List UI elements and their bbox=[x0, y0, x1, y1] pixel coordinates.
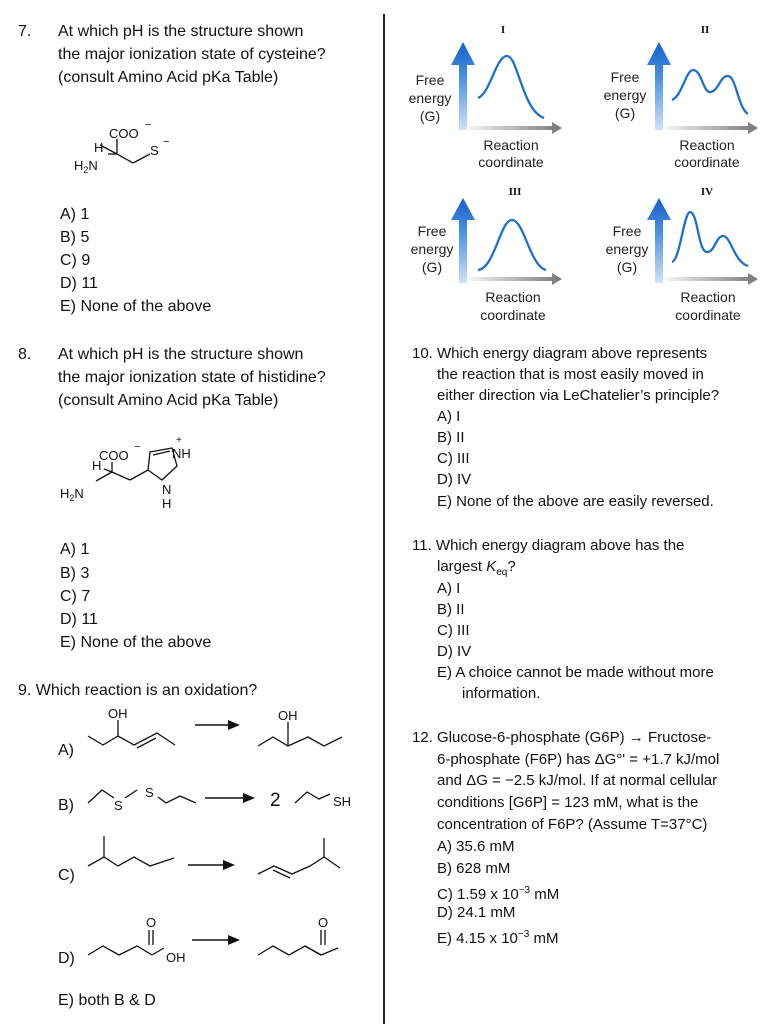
cys-s-charge: − bbox=[163, 136, 170, 148]
diagram-3-curve bbox=[478, 220, 546, 270]
diagram-3-y-arrow bbox=[451, 198, 475, 283]
q9d-oh: OH bbox=[166, 950, 186, 965]
q9-label-b: B) bbox=[58, 797, 74, 814]
diagram-3-ylabel-1: Free bbox=[417, 223, 447, 239]
q11-choice-b: B) II bbox=[437, 601, 465, 618]
diagram-4-curve bbox=[672, 212, 748, 266]
q9-choice-e: E) both B & D bbox=[58, 992, 156, 1009]
q8-choice-d: D) 11 bbox=[60, 611, 98, 628]
q7-choice-e: E) None of the above bbox=[60, 298, 212, 315]
q10-line-1: 10. Which energy diagram above represents bbox=[412, 345, 708, 362]
diagram-2-y-arrow bbox=[647, 42, 671, 130]
diagram-4-ylabel-2: energy bbox=[605, 241, 649, 257]
diagram-1-xlabel-2: coordinate bbox=[478, 154, 544, 170]
q11-choice-e-cont: information. bbox=[462, 685, 541, 702]
q9-stem: 9. Which reaction is an oxidation? bbox=[18, 682, 258, 699]
q9d-o-left: O bbox=[146, 915, 157, 930]
his-nh-h-label: H bbox=[162, 496, 172, 511]
q12-line-1: 12. Glucose-6-phosphate (G6P) → Fructose- bbox=[412, 729, 712, 746]
q10-line-2: the reaction that is most easily moved in bbox=[437, 366, 704, 383]
diagram-2-ylabel-3: (G) bbox=[614, 105, 636, 121]
diagram-2 bbox=[604, 24, 758, 170]
diagram-4-x-arrow bbox=[665, 273, 758, 285]
q7-choice-d: D) 11 bbox=[60, 275, 98, 292]
q10-choice-e: E) None of the above are easily reversed. bbox=[437, 493, 714, 510]
his-h-label: H bbox=[92, 458, 102, 473]
q7-line-2: the major ionization state of cysteine? bbox=[58, 46, 326, 63]
q12-c-exponent: −3 bbox=[518, 885, 531, 896]
q12-choice-a: A) 35.6 mM bbox=[437, 838, 515, 855]
diagram-3 bbox=[411, 186, 562, 323]
q12-choice-d: D) 24.1 mM bbox=[437, 904, 516, 921]
diagram-2-ylabel-2: energy bbox=[603, 87, 647, 103]
q11-choice-d: D) IV bbox=[437, 643, 472, 660]
diagram-1-ylabel-3: (G) bbox=[419, 108, 441, 124]
q12-choice-b: B) 628 mM bbox=[437, 860, 511, 877]
q8-line-3: (consult Amino Acid pKa Table) bbox=[58, 392, 279, 409]
q7-choice-c: C) 9 bbox=[60, 252, 91, 269]
q7-choice-a: A) 1 bbox=[60, 206, 90, 223]
diagram-2-numeral: II bbox=[700, 24, 710, 36]
q9b-coefficient: 2 bbox=[270, 790, 281, 811]
q11-k-symbol: K bbox=[486, 558, 497, 575]
his-plus-charge: + bbox=[176, 435, 182, 446]
q9b-sh: SH bbox=[333, 794, 352, 809]
q9b-s-right: S bbox=[145, 785, 154, 800]
diagram-1-curve bbox=[478, 56, 544, 118]
q11-line-2: largest $K_{eq}$? bbox=[437, 558, 516, 578]
cys-h-label: H bbox=[94, 140, 104, 155]
diagram-3-numeral: III bbox=[508, 186, 522, 198]
q12-choice-c: C) 1.59 x $10^{-3}$ mM bbox=[437, 885, 560, 903]
diagram-2-x-arrow bbox=[665, 122, 758, 134]
q10-choice-b: B) II bbox=[437, 429, 465, 446]
diagram-3-xlabel-2: coordinate bbox=[480, 307, 546, 323]
diagram-1-ylabel-2: energy bbox=[408, 90, 452, 106]
q9-label-c: C) bbox=[58, 867, 75, 884]
diagram-1 bbox=[409, 24, 562, 170]
diagram-4-ylabel-1: Free bbox=[612, 223, 642, 239]
cys-s-label: S bbox=[150, 143, 159, 158]
his-n-label: N bbox=[162, 482, 172, 497]
diagram-1-x-arrow bbox=[469, 122, 562, 134]
q7-line-1: At which pH is the structure shown bbox=[58, 23, 304, 40]
q9d-o-right: O bbox=[318, 915, 329, 930]
q12-line-2: 6-phosphate (F6P) has ΔG°' = +1.7 kJ/mol bbox=[437, 751, 720, 768]
his-coo-charge: − bbox=[134, 441, 141, 453]
diagram-3-x-arrow bbox=[469, 273, 562, 285]
q11-eq-subscript: eq bbox=[496, 567, 508, 578]
q9a-oh-right: OH bbox=[278, 708, 298, 723]
his-nh-plus-label: NH bbox=[172, 446, 191, 461]
q8-choice-c: C) 7 bbox=[60, 588, 91, 605]
q8-choice-b: B) 3 bbox=[60, 565, 90, 582]
q10-choice-a: A) I bbox=[437, 408, 461, 425]
q7-number: 7. bbox=[18, 23, 32, 40]
q9a-oh-left: OH bbox=[108, 706, 128, 721]
diagram-4-numeral: IV bbox=[700, 186, 714, 198]
q8-line-1: At which pH is the structure shown bbox=[58, 346, 304, 363]
q8-choice-a: A) 1 bbox=[60, 541, 90, 558]
q11-choice-c: C) III bbox=[437, 622, 470, 639]
diagram-4-y-arrow bbox=[647, 198, 671, 283]
q12-e-exponent: −3 bbox=[517, 929, 530, 940]
diagram-2-curve bbox=[672, 70, 748, 114]
q8-choice-e: E) None of the above bbox=[60, 634, 212, 651]
q10-choice-d: D) IV bbox=[437, 471, 472, 488]
q10-line-3: either direction via LeChatelier’s principle? bbox=[437, 387, 720, 404]
diagram-2-ylabel-1: Free bbox=[610, 69, 640, 85]
diagram-3-xlabel-1: Reaction bbox=[485, 289, 541, 305]
his-coo-label: COO bbox=[99, 448, 129, 463]
q9-label-d: D) bbox=[58, 950, 75, 967]
his-h2n-label: $H_2N$ bbox=[60, 486, 84, 503]
q12-line-4: conditions [G6P] = 123 mM, what is the bbox=[437, 794, 699, 811]
q10-choice-c: C) III bbox=[437, 450, 470, 467]
cys-coo-charge: − bbox=[145, 119, 152, 131]
diagram-4-ylabel-3: (G) bbox=[616, 259, 638, 275]
diagram-4-xlabel-1: Reaction bbox=[680, 289, 736, 305]
diagram-4-xlabel-2: coordinate bbox=[675, 307, 741, 323]
q12-line-5: concentration of F6P? (Assume T=37°C) bbox=[437, 816, 708, 833]
diagram-2-xlabel-1: Reaction bbox=[679, 137, 735, 153]
diagram-1-xlabel-1: Reaction bbox=[483, 137, 539, 153]
diagram-3-ylabel-2: energy bbox=[410, 241, 454, 257]
diagram-1-numeral: I bbox=[500, 24, 506, 36]
q11-line-1: 11. Which energy diagram above has the bbox=[412, 537, 685, 554]
diagram-1-ylabel-1: Free bbox=[415, 72, 445, 88]
q8-number: 8. bbox=[18, 346, 32, 363]
diagram-2-xlabel-2: coordinate bbox=[674, 154, 740, 170]
q12-choice-e: E) 4.15 x $10^{-3}$ mM bbox=[437, 929, 559, 947]
q8-line-2: the major ionization state of histidine? bbox=[58, 369, 326, 386]
cys-h2n-label: $H_2N$ bbox=[74, 158, 98, 175]
energy-diagrams bbox=[0, 0, 766, 330]
diagram-3-ylabel-3: (G) bbox=[421, 259, 443, 275]
q7-line-3: (consult Amino Acid pKa Table) bbox=[58, 69, 279, 86]
cys-coo-label: COO bbox=[109, 126, 139, 141]
q9-label-a: A) bbox=[58, 742, 74, 759]
q11-choice-e: E) A choice cannot be made without more bbox=[437, 664, 714, 681]
q9b-s-left: S bbox=[114, 798, 123, 813]
diagram-4 bbox=[606, 186, 758, 323]
q11-choice-a: A) I bbox=[437, 580, 461, 597]
q12-line-3: and ΔG = −2.5 kJ/mol. If at normal cellular bbox=[437, 772, 718, 789]
diagram-1-y-arrow bbox=[451, 42, 475, 130]
q7-choice-b: B) 5 bbox=[60, 229, 90, 246]
